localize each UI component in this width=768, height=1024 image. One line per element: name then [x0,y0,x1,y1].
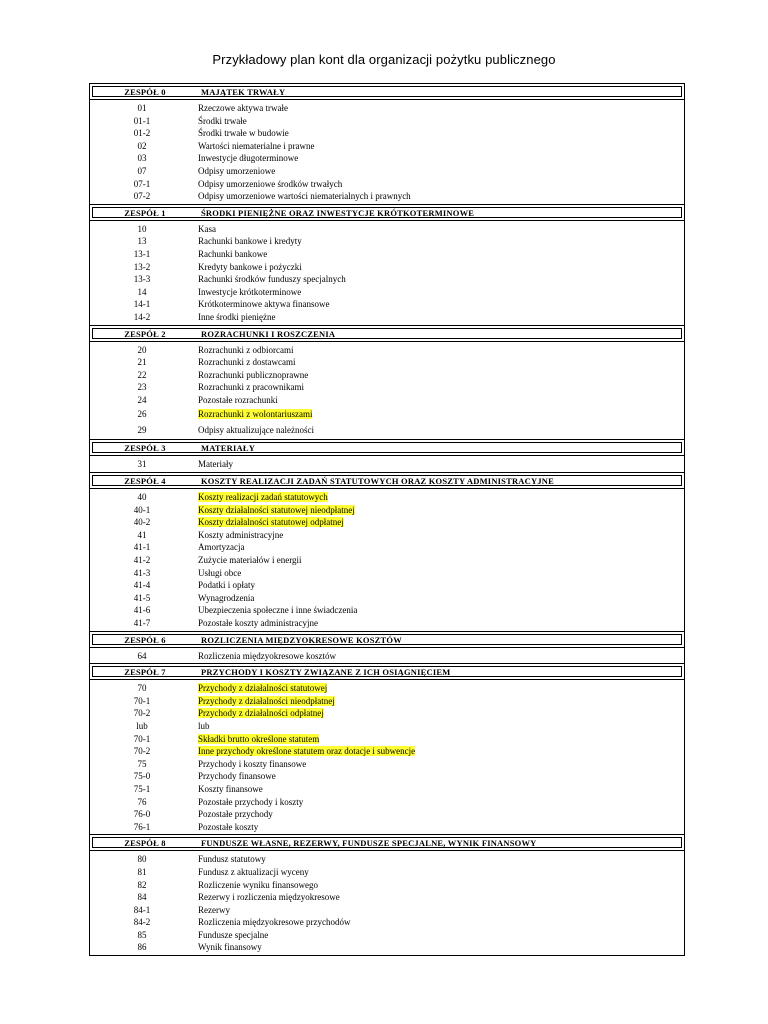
account-row [90,707,684,720]
account-code: 01-1 [133,115,151,126]
account-code: 84 [137,892,147,903]
account-code: 64 [137,650,147,661]
account-code: 01 [137,103,147,113]
account-group [90,325,684,440]
account-name: Rachunki środków funduszy specjalnych [198,274,346,285]
group-accounts [90,679,684,834]
account-code: 41-7 [133,618,151,628]
account-name: Rachunki bankowe [198,248,268,259]
account-name: Przychody i koszty finansowe [198,758,307,769]
account-row [90,733,684,746]
account-code: 80 [137,854,147,865]
account-row [90,808,684,821]
account-row [90,745,684,758]
account-row [90,223,684,236]
account-code: 29 [137,425,147,436]
account-name: Pozostałe rozrachunki [198,394,278,405]
account-code: 40-2 [133,517,151,528]
account-code: 41 [137,529,147,540]
account-name: Kasa [198,223,216,234]
account-name: Rozrachunki z pracownikami [198,382,304,393]
account-row [90,516,684,529]
group-accounts [90,99,684,204]
account-name: Środki trwałe [198,115,247,126]
highlighted-account-name: Koszty działalności statutowej odpłatnej [198,517,344,528]
account-row [90,554,684,567]
group-code: ZESPÓŁ 1 [124,207,166,218]
account-row [90,650,684,663]
account-name [194,745,415,758]
group-code: ZESPÓŁ 0 [124,87,166,97]
account-row [90,879,684,892]
account-name: Rozliczenie wyniku finansowego [198,879,318,890]
account-name: Pozostałe przychody i koszty [198,796,304,807]
account-name: Ubezpieczenia społeczne i inne świadczenia [198,605,358,616]
account-code: 76-0 [133,809,151,820]
account-group [90,86,684,204]
account-name: Inne środki pieniężne [198,311,276,322]
account-code: 21 [137,357,147,368]
account-row [90,682,684,695]
group-accounts [90,488,684,631]
account-name: Rezerwy i rozliczenia międzyokresowe [198,892,340,903]
account-row [90,604,684,617]
account-group [90,439,684,472]
account-group [90,204,684,325]
account-name: Usługi obce [198,567,242,578]
account-name [194,504,355,517]
group-name: MAJĄTEK TRWAŁY [201,87,286,97]
account-row [90,311,684,324]
highlighted-account-name: Inne przychody określone statutem oraz dotacje i subwencje [198,746,416,757]
account-code: 07-2 [133,191,151,202]
group-code: ZESPÓŁ 3 [124,443,166,454]
account-name: Koszty administracyjne [198,529,284,540]
group-accounts [90,220,684,325]
account-name: Rzeczowe aktywa trwałe [198,103,288,113]
account-row [90,140,684,153]
highlighted-account-name: Koszty działalności statutowej nieodpłatnej [198,504,355,515]
account-name [194,707,324,720]
group-name: KOSZTY REALIZACJI ZADAŃ STATUTOWYCH ORAZ KOSZTY ADMINISTRACYJNE [201,476,554,487]
account-code: 13-3 [133,274,151,285]
account-code: 14-2 [133,311,151,322]
account-code: 84-1 [133,904,151,915]
account-row [90,579,684,592]
account-name: Odpisy umorzeniowe [198,165,276,176]
account-row [90,783,684,796]
account-row [90,695,684,708]
group-accounts [90,455,684,472]
account-row [90,369,684,382]
account-name: Odpisy umorzeniowe środków trwałych [198,178,343,189]
highlighted-account-name: Przychody z działalności nieodpłatnej [198,695,335,706]
group-code: ZESPÓŁ 6 [124,634,166,645]
account-name: Fundusz z aktualizacji wyceny [198,866,309,877]
account-row [90,406,684,422]
account-code: 26 [137,409,147,420]
account-name: Wartości niematerialne i prawne [198,140,315,151]
account-name [194,491,328,504]
account-name: Środki trwałe w budowie [198,128,289,139]
account-name: Fundusz statutowy [198,854,266,865]
account-group [90,631,684,664]
account-name: Wynagrodzenia [198,592,255,603]
highlighted-account-name: Rozrachunki z wolontariuszami [198,409,313,420]
account-row [90,720,684,733]
highlighted-account-name: Składki brutto określone statutem [198,733,320,744]
account-name: Kredyty bankowe i pożyczki [198,261,302,272]
account-code: 07 [137,165,147,176]
account-name [194,695,335,708]
account-row [90,286,684,299]
account-name: Fundusze specjalne [198,929,269,940]
account-code: 41-6 [133,605,151,616]
account-code: 41-1 [133,542,151,553]
account-row [90,458,684,471]
account-row [90,592,684,605]
account-name: Przychody finansowe [198,771,276,782]
account-code: 24 [137,394,147,405]
account-name: Rozliczenia międzyokresowe przychodów [198,917,351,928]
account-group [90,834,684,955]
account-group [90,663,684,834]
account-row [90,235,684,248]
account-code: 41-3 [133,567,151,578]
group-code: ZESPÓŁ 4 [124,476,166,487]
account-row [90,617,684,630]
account-row [90,165,684,178]
account-row [90,394,684,407]
account-group [90,472,684,631]
account-row [90,381,684,394]
group-code: ZESPÓŁ 8 [124,838,166,849]
group-name: MATERIAŁY [201,443,256,454]
account-row [90,504,684,517]
group-header [92,837,682,848]
account-name: Pozostałe koszty [198,821,259,832]
account-code: 85 [137,929,147,940]
group-header [92,634,682,645]
account-code: 02 [137,140,147,151]
account-row [90,821,684,834]
account-row [90,941,684,954]
account-name [194,516,344,529]
group-header [92,666,682,677]
account-code: 13 [137,236,147,247]
account-code: 76 [137,796,147,807]
document-title: Przykładowy plan kont dla organizacji pożytku publicznego [212,52,556,67]
account-name: Rozliczenia międzyokresowe kosztów [198,650,336,661]
group-name: FUNDUSZE WŁASNE, REZERWY, FUNDUSZE SPECJALNE, WYNIK FINANSOWY [201,838,537,849]
account-name: Wynik finansowy [198,942,262,953]
account-row [90,273,684,286]
account-name: Zużycie materiałów i energii [198,555,302,566]
group-accounts [90,341,684,440]
group-header [92,207,682,218]
highlighted-account-name: Koszty realizacji zadań statutowych [198,492,328,503]
account-code: 81 [137,866,147,877]
account-code: 75-1 [133,783,151,794]
group-name: ŚRODKI PIENIĘŻNE ORAZ INWESTYCJE KRÓTKOTERMINOWE [201,207,475,218]
account-row [90,929,684,942]
account-row [90,796,684,809]
account-code: 23 [137,382,147,393]
account-row [90,770,684,783]
account-code: 20 [137,344,147,355]
group-header [92,86,682,97]
account-row [90,758,684,771]
account-code: 70 [137,683,147,694]
account-code: 84-2 [133,917,151,928]
account-code: 75 [137,758,147,769]
account-name: Rozrachunki z dostawcami [198,357,296,368]
account-row [90,356,684,369]
group-code: ZESPÓŁ 2 [124,328,166,339]
account-row [90,916,684,929]
account-code: 14-1 [133,299,151,310]
account-name: Inwestycje krótkoterminowe [198,286,302,297]
group-name: ROZLICZENIA MIĘDZYOKRESOWE KOSZTÓW [201,634,402,645]
account-name: Podatki i opłaty [198,580,255,591]
account-row [90,853,684,866]
group-name: PRZYCHODY I KOSZTY ZWIĄZANE Z ICH OSIĄGNIĘCIEM [201,667,451,678]
account-name: Pozostałe koszty administracyjne [198,618,318,628]
account-code: lub [136,720,148,731]
account-row [90,344,684,357]
account-code: 01-2 [133,128,151,139]
account-name: Amortyzacja [198,542,245,553]
account-name: Materiały [198,459,233,470]
account-row [90,491,684,504]
account-row [90,529,684,542]
account-row [90,178,684,191]
account-code: 70-1 [133,695,151,706]
account-name: Rozrachunki z odbiorcami [198,344,294,355]
account-name: Odpisy umorzeniowe wartości niematerialnych i prawnych [198,191,411,202]
account-code: 07-1 [133,178,151,189]
account-code: 76-1 [133,821,151,832]
account-row [90,190,684,203]
account-code: 70-2 [133,708,151,719]
account-code: 40 [137,492,147,503]
account-code: 41-5 [133,592,151,603]
account-row [90,422,684,438]
account-code: 41-4 [133,580,151,591]
account-code: 13-1 [133,248,151,259]
account-name [194,406,312,422]
account-row [90,904,684,917]
account-code: 03 [137,153,147,164]
account-code: 41-2 [133,555,151,566]
account-row [90,152,684,165]
account-name: Rezerwy [198,904,230,915]
account-row [90,866,684,879]
account-code: 86 [137,942,147,953]
account-name: Inwestycje długoterminowe [198,153,299,164]
account-name: Rachunki bankowe i kredyty [198,236,302,247]
account-code: 70-2 [133,746,151,757]
group-header [92,328,682,339]
account-row [90,298,684,311]
group-name: ROZRACHUNKI I ROSZCZENIA [201,328,336,339]
account-code: 40-1 [133,504,151,515]
account-code: 75-0 [133,771,151,782]
account-code: 13-2 [133,261,151,272]
account-row [90,261,684,274]
group-header [92,442,682,453]
account-code: 70-1 [133,733,151,744]
account-row [90,891,684,904]
account-name [194,682,327,695]
chart-of-accounts-table [89,83,685,956]
account-name: Pozostałe przychody [198,809,273,820]
account-code: 14 [137,286,147,297]
account-row [90,115,684,128]
account-code: 10 [137,223,147,234]
account-code: 22 [137,369,147,380]
account-code: 82 [137,879,147,890]
account-name: Koszty finansowe [198,783,263,794]
group-code: ZESPÓŁ 7 [124,667,166,678]
group-header [92,475,682,486]
account-name: lub [198,720,210,731]
group-accounts [90,850,684,955]
account-name: Rozrachunki publicznoprawne [198,369,309,380]
account-row [90,541,684,554]
account-code: 31 [137,459,147,470]
account-row [90,102,684,115]
account-row [90,248,684,261]
account-row [90,567,684,580]
account-row [90,127,684,140]
account-name: Krótkoterminowe aktywa finansowe [198,299,330,310]
group-accounts [90,647,684,664]
highlighted-account-name: Przychody z działalności statutowej [198,683,328,694]
highlighted-account-name: Przychody z działalności odpłatnej [198,708,324,719]
account-name [194,733,319,746]
account-name: Odpisy aktualizujące należności [198,425,314,436]
